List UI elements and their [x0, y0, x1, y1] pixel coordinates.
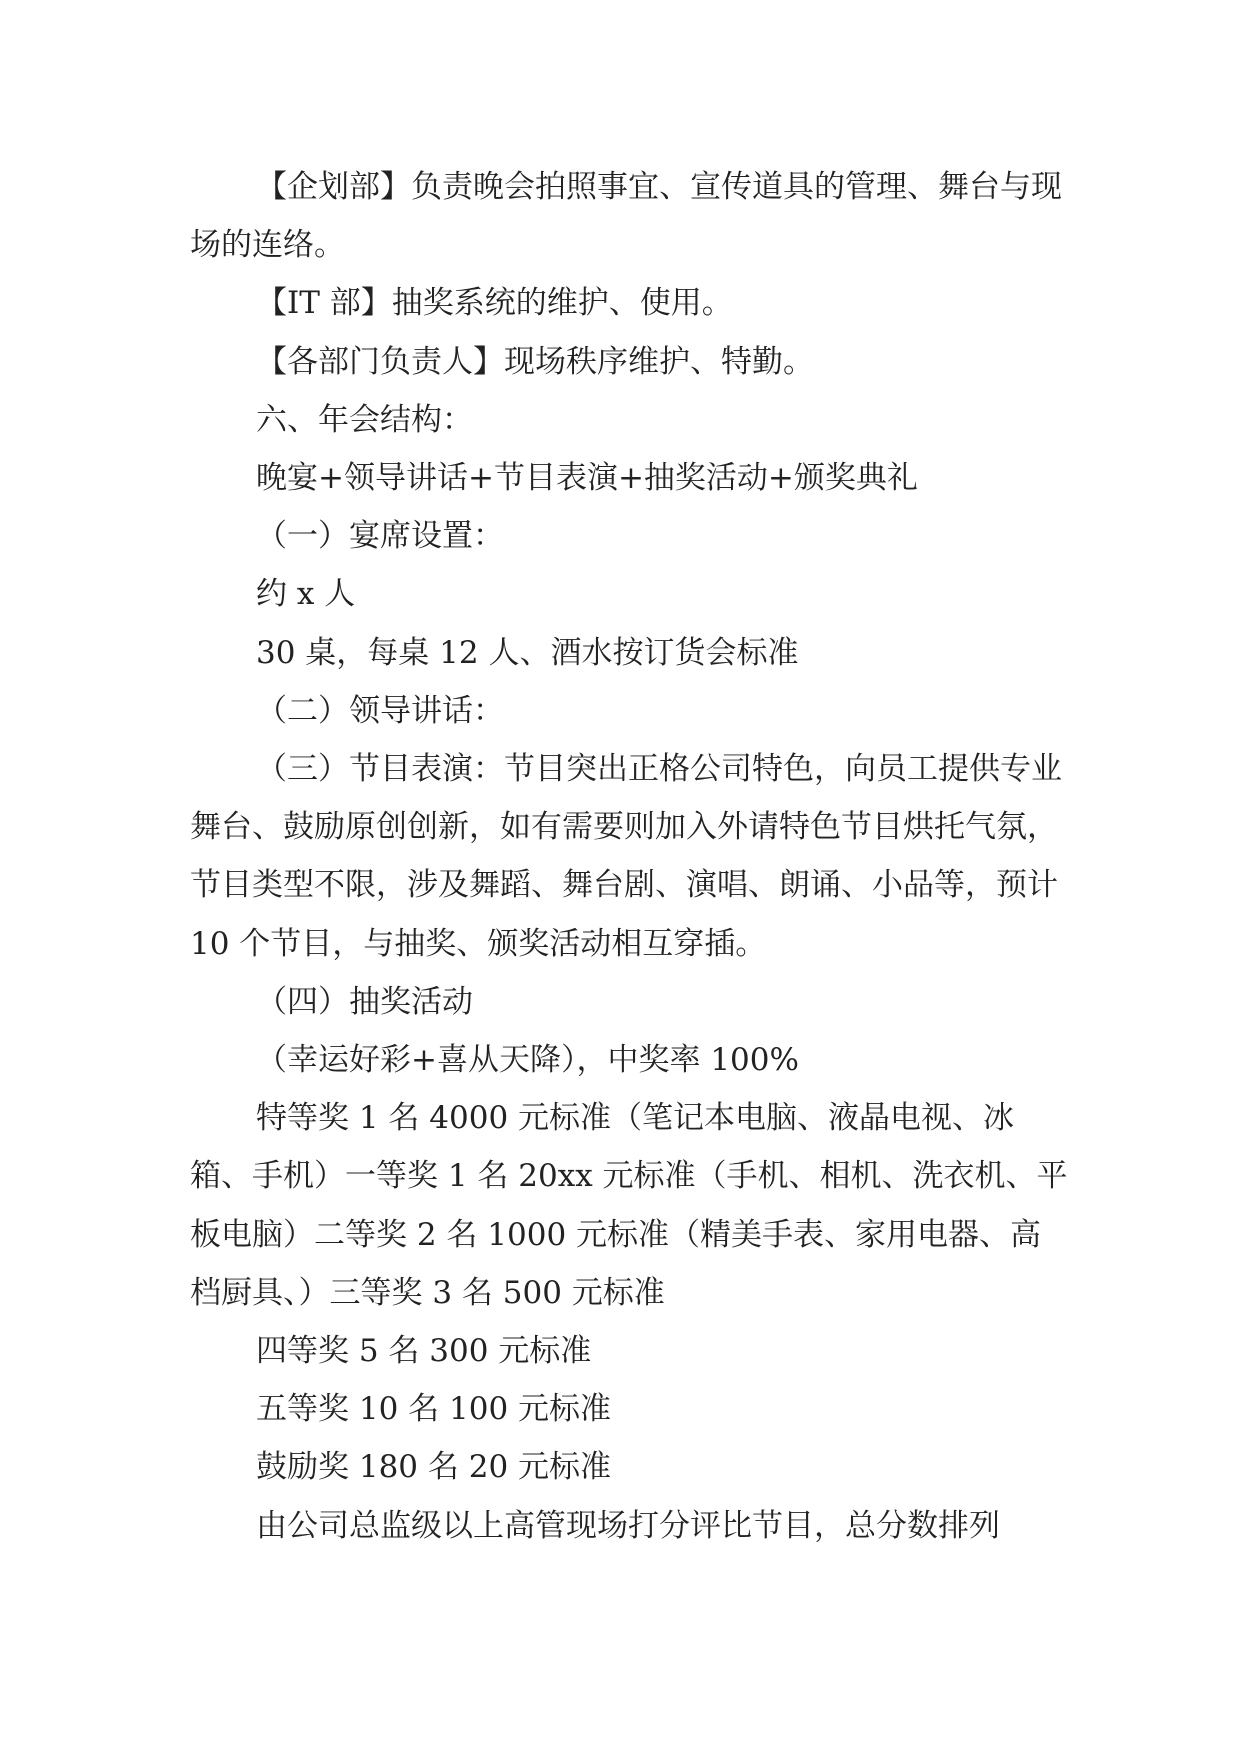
paragraph-planning-dept: 【企划部】负责晚会拍照事宜、宣传道具的管理、舞台与现场的连络。	[190, 169, 1062, 264]
paragraph-scoring: 由公司总监级以上高管现场打分评比节目，总分数排列	[256, 1507, 1000, 1544]
paragraph-fifth-prize: 五等奖 10 名 100 元标准	[256, 1391, 612, 1428]
paragraph-performance: （三）节目表演：节目突出正格公司特色，向员工提供专业舞台、鼓励原创创新，如有需要则加入外请特色节目烘托气氛，节目类型不限，涉及舞蹈、舞台剧、演唱、朗诵、小品等，预计 10 个节目，与抽奖、颁奖活动相互穿插。	[190, 751, 1068, 962]
subheading-lottery: （四）抽奖活动	[256, 983, 473, 1020]
paragraph-fourth-prize: 四等奖 5 名 300 元标准	[256, 1333, 592, 1370]
paragraph-tables: 30 桌，每桌 12 人、酒水按订货会标准	[256, 634, 799, 671]
section-heading-structure: 六、年会结构：	[256, 401, 473, 438]
subheading-banquet: （一）宴席设置：	[256, 518, 504, 555]
document-body	[190, 158, 1070, 1555]
paragraph-attendees: 约 x 人	[256, 576, 356, 613]
paragraph-agenda: 晚宴+领导讲话+节目表演+抽奖活动+颁奖典礼	[256, 460, 918, 497]
paragraph-win-rate: （幸运好彩+喜从天降），中奖率 100%	[256, 1042, 799, 1079]
subheading-speech: （二）领导讲话：	[256, 692, 504, 729]
paragraph-prizes: 特等奖 1 名 4000 元标准（笔记本电脑、液晶电视、冰箱、手机）一等奖 1 名 20xx 元标准（手机、相机、洗衣机、平板电脑）二等奖 2 名 1000 元标准（精美手表、家用电器、高档厨具、）三等奖 3 名 500 元标准	[190, 1100, 1068, 1311]
paragraph-it-dept: 【IT 部】抽奖系统的维护、使用。	[256, 285, 733, 322]
paragraph-dept-heads: 【各部门负责人】现场秩序维护、特勤。	[256, 343, 814, 380]
paragraph-encouragement-prize: 鼓励奖 180 名 20 元标准	[256, 1449, 612, 1486]
